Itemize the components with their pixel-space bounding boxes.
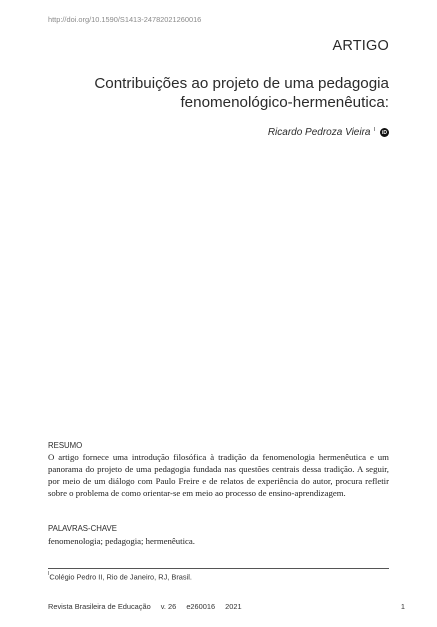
article-title	[29, 74, 389, 112]
keywords-text: fenomenologia; pedagogia; hermenêutica.	[48, 536, 195, 546]
abstract-text: O artigo fornece uma introdução filosófica à tradição da fenomenologia hermenêutica e um panorama do projeto de uma pedagogia fundada nas questões centrais dessa tradição. A seguir, por meio de um diálogo com Paulo Freire e de relatos de experiência do autor, procura refletir sobre o problema de como orientar-se em meio ao processo de ensino-aprendizagem.	[48, 452, 389, 499]
footnote-mark: I	[48, 571, 50, 577]
orcid-icon[interactable]: iD	[382, 129, 387, 136]
footnote-text: Colégio Pedro II, Rio de Janeiro, RJ, Brasil.	[49, 572, 192, 582]
section-label: ARTIGO	[332, 38, 389, 54]
title-line-1: Contribuições ao projeto de uma pedagogia	[94, 75, 389, 92]
journal-name: Revista Brasileira de Educação	[48, 602, 151, 611]
author-affiliation-mark: I	[373, 126, 375, 133]
title-line-2: fenomenológico-hermenêutica:	[180, 94, 389, 111]
journal-volume: v. 26	[160, 602, 177, 611]
doi-link[interactable]: http://doi.org/10.1590/S1413-24782021260016	[48, 15, 202, 24]
keywords-heading: PALAVRAS-CHAVE	[48, 524, 117, 533]
page-footer	[48, 602, 250, 611]
footnote	[48, 572, 192, 581]
publication-year: 2021	[225, 602, 242, 611]
abstract-heading: RESUMO	[48, 441, 83, 450]
footnote-divider	[48, 568, 389, 569]
author-line	[268, 127, 389, 138]
article-id: e260016	[186, 602, 216, 611]
page-number: 1	[400, 602, 405, 611]
author-name: Ricardo Pedroza Vieira	[267, 127, 371, 138]
